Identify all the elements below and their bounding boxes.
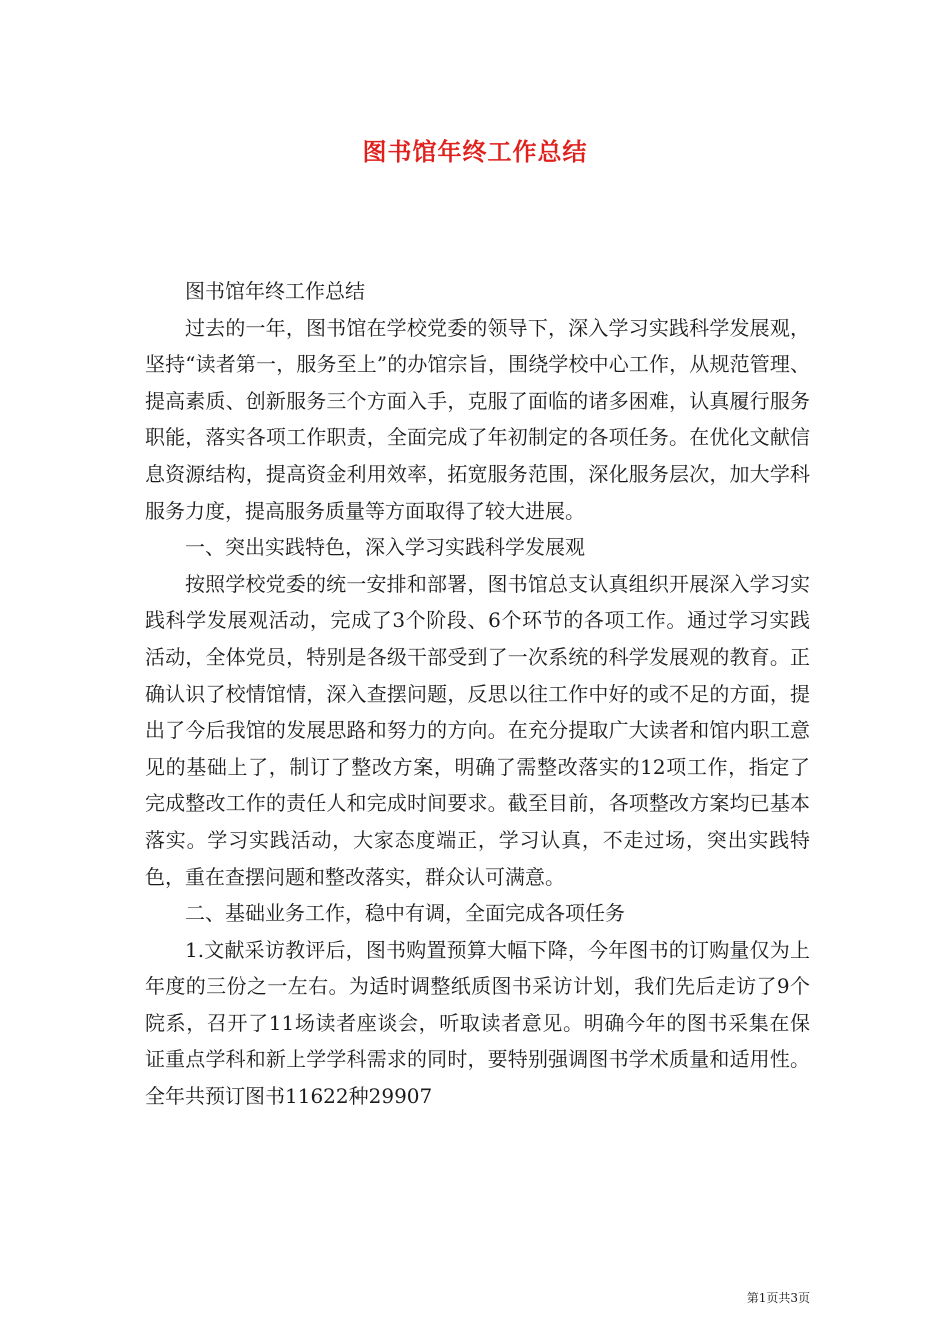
section-heading: 二、基础业务工作，稳中有调，全面完成各项任务 [185, 901, 625, 926]
paragraph: 1.文献采访教评后，图书购置预算大幅下降，今年图书的订购量仅为上年度的三份之一左右。为适时调整纸质图书采访计划，我们先后走访了9个院系，召开了11场读者座谈会，听取读者意见。明确今年的图书采集在保证重点学科和新上学学科需求的同时，要特别强调图书学术质量和适用性。全年共预订图书11622种29907 [145, 937, 810, 1109]
section-heading: 一、突出实践特色，深入学习实践科学发展观 [185, 535, 585, 560]
paragraph: 按照学校党委的统一安排和部署，图书馆总支认真组织开展深入学习实践科学发展观活动，完成了3个阶段、6个环节的各项工作。通过学习实践活动，全体党员，特别是各级干部受到了一次系统的科学发展观的教育。正确认识了校情馆情，深入查摆问题，反思以往工作中好的或不足的方面，提出了今后我馆的发展思路和努力的方向。在充分提取广大读者和馆内职工意见的基础上了，制订了整改方案，明确了需整改落实的12项工作，指定了完成整改工作的责任人和完成时间要求。截至目前，各项整改方案均已基本落实。学习实践活动，大家态度端正，学习认真，不走过场，突出实践特色，重在查摆问题和整改落实，群众认可满意。 [145, 571, 810, 889]
page-number: 第1页共3页 [746, 1291, 810, 1305]
paragraph: 过去的一年，图书馆在学校党委的领导下，深入学习实践科学发展观，坚持“读者第一，服务至上”的办馆宗旨，围绕学校中心工作，从规范管理、提高素质、创新服务三个方面入手，克服了面临的诸多困难，认真履行服务职能，落实各项工作职责，全面完成了年初制定的各项任务。在优化文献信息资源结构，提高资金利用效率，拓宽服务范围，深化服务层次，加大学科服务力度，提高服务质量等方面取得了较大进展。 [145, 315, 810, 523]
document-title: 图书馆年终工作总结 [362, 137, 588, 166]
subheading: 图书馆年终工作总结 [185, 279, 365, 303]
document-body [145, 273, 810, 1115]
